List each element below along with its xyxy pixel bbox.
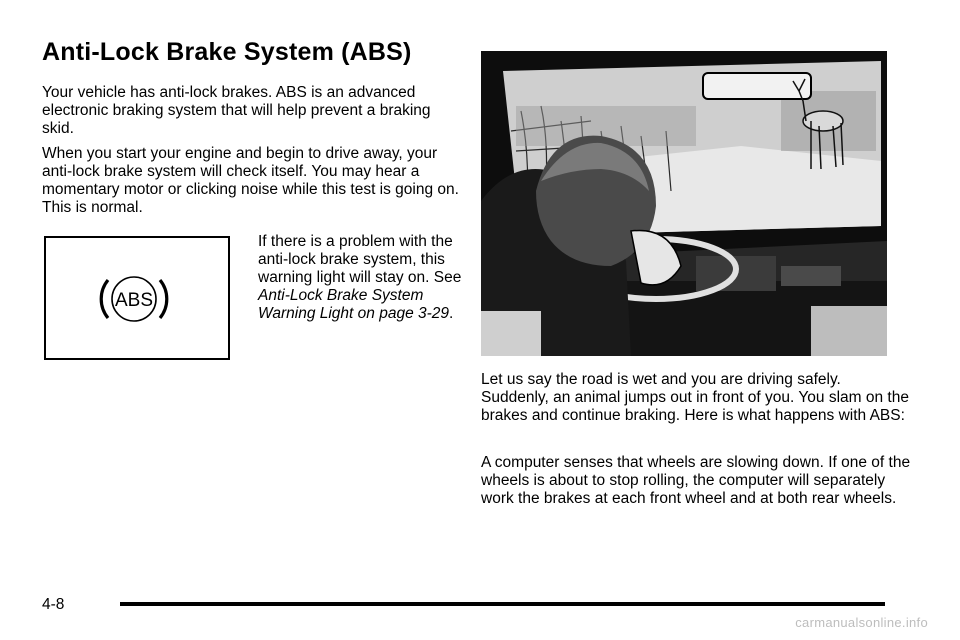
computer-senses-paragraph: A computer senses that wheels are slowing down. If one of the wheels is about to stop rolling, the computer will separately work the brakes at each front wheel and at both rear wheels. [481,454,911,507]
footer-rule [120,602,885,606]
abs-warning-light-box [44,236,230,360]
abs-label: ABS [114,290,154,311]
abs-warning-light-icon [46,238,228,358]
page-title: Anti-Lock Brake System (ABS) [42,38,412,66]
scenario-paragraph: Let us say the road is wet and you are driving safely. Suddenly, an animal jumps out in front of you. You slam on the brakes and continue braking. Here is what happens with ABS: [481,371,909,424]
warning-light-reference-link[interactable]: Anti-Lock Brake System Warning Light on page 3-29 [258,287,450,322]
self-check-paragraph: When you start your engine and begin to drive away, your anti-lock brake system will check itself. You may hear a momentary motor or clicking noise while this test is going on. This is normal. [42,145,459,216]
page-number: 4-8 [42,596,65,613]
warning-light-suffix: . [449,305,454,322]
watermark: carmanualsonline.info [795,615,928,630]
warning-light-text: If there is a problem with the anti-lock brake system, this warning light will stay on. See [258,233,462,286]
warning-light-paragraph [258,233,463,323]
intro-paragraph: Your vehicle has anti-lock brakes. ABS is an advanced electronic braking system that will help prevent a braking skid. [42,84,431,137]
driver-deer-road-illustration [481,51,887,356]
